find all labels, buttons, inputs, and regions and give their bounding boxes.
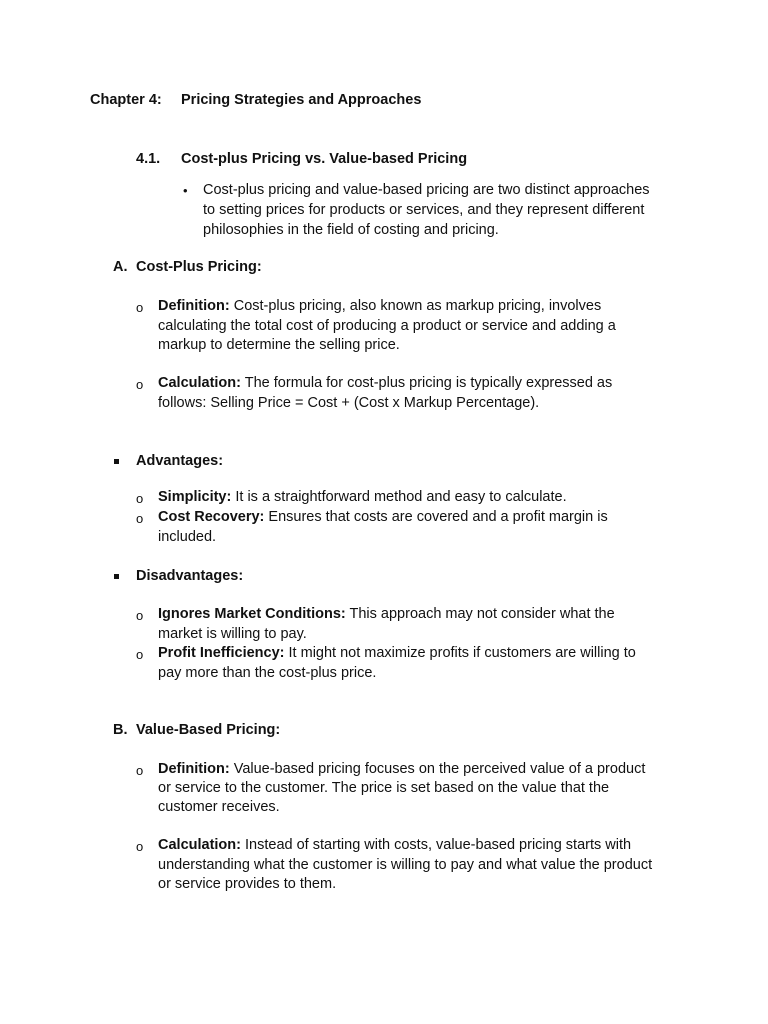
vb-calculation-line-3: or service provides to them. (158, 876, 337, 892)
disadvantages-heading: Disadvantages: (136, 568, 244, 584)
vb-calculation-term: Calculation: (158, 837, 241, 853)
disadvantage-1-term: Ignores Market Conditions: (158, 606, 346, 622)
vb-calculation-text: Instead of starting with costs, value-based pricing starts with (245, 837, 632, 853)
cp-calculation-text: The formula for cost-plus pricing is typically expressed as (244, 375, 613, 391)
cp-definition-line-1 (158, 297, 601, 317)
cp-calculation-line-2: follows: Selling Price = Cost + (Cost x Markup Percentage). (158, 395, 540, 411)
disadvantage-2-text: It might not maximize profits if customers are willing to (288, 645, 636, 661)
advantage-1-text: It is a straightforward method and easy to calculate. (235, 489, 567, 505)
cp-calculation-term: Calculation: (158, 375, 241, 391)
vb-definition-line-2: or service to the customer. The price is set based on the value that the (158, 780, 610, 796)
cp-definition-term: Definition: (158, 298, 230, 314)
sub-bullet: o (136, 763, 144, 778)
sub-bullet: o (136, 647, 144, 662)
advantage-2-text: Ensures that costs are covered and a profit margin is (268, 509, 608, 525)
vb-definition-line-1 (158, 760, 645, 780)
sub-bullet: o (136, 377, 144, 392)
disadvantage-1-line-1 (158, 605, 615, 625)
heading-b: Value-Based Pricing: (136, 722, 281, 738)
cp-calculation-line-1 (158, 374, 612, 394)
vb-definition-text: Value-based pricing focuses on the perceived value of a product (233, 761, 646, 777)
heading-b-letter: B. (113, 722, 128, 738)
advantage-2-line-2: included. (158, 529, 217, 545)
disadvantage-1-text: This approach may not consider what the (349, 606, 615, 622)
disadvantage-1-line-2: market is willing to pay. (158, 626, 307, 642)
chapter-number: Chapter 4: (90, 92, 162, 108)
section-title: Cost-plus Pricing vs. Value-based Pricing (181, 151, 468, 167)
sub-bullet: o (136, 300, 144, 315)
square-bullet (114, 459, 119, 464)
intro-line-3: philosophies in the field of costing and pricing. (203, 222, 499, 238)
cp-definition-text: Cost-plus pricing, also known as markup pricing, involves (233, 298, 602, 314)
intro-bullet: • (183, 183, 188, 198)
square-bullet (114, 574, 119, 579)
advantage-2-term: Cost Recovery: (158, 509, 265, 525)
section-number: 4.1. (136, 151, 161, 167)
intro-line-1: Cost-plus pricing and value-based pricing are two distinct approaches (203, 182, 650, 198)
vb-calculation-line-2: understanding what the customer is willing to pay and what value the product (158, 857, 653, 873)
vb-definition-line-3: customer receives. (158, 799, 280, 815)
sub-bullet: o (136, 608, 144, 623)
disadvantage-2-line-2: pay more than the cost-plus price. (158, 665, 377, 681)
chapter-title: Pricing Strategies and Approaches (181, 92, 422, 108)
sub-bullet: o (136, 511, 144, 526)
intro-line-2: to setting prices for products or services, and they represent different (203, 202, 645, 218)
advantages-heading: Advantages: (136, 453, 224, 469)
advantage-2-line-1 (158, 508, 608, 528)
advantage-1-line-1 (158, 488, 567, 508)
vb-calculation-line-1 (158, 836, 631, 856)
heading-a-letter: A. (113, 259, 128, 275)
vb-definition-term: Definition: (158, 761, 230, 777)
heading-a: Cost-Plus Pricing: (136, 259, 262, 275)
advantage-1-term: Simplicity: (158, 489, 232, 505)
disadvantage-2-term: Profit Inefficiency: (158, 645, 285, 661)
disadvantage-2-line-1 (158, 644, 636, 664)
cp-definition-line-3: markup to determine the selling price. (158, 337, 400, 353)
cp-definition-line-2: calculating the total cost of producing a product or service and adding a (158, 318, 616, 334)
sub-bullet: o (136, 839, 144, 854)
sub-bullet: o (136, 491, 144, 506)
